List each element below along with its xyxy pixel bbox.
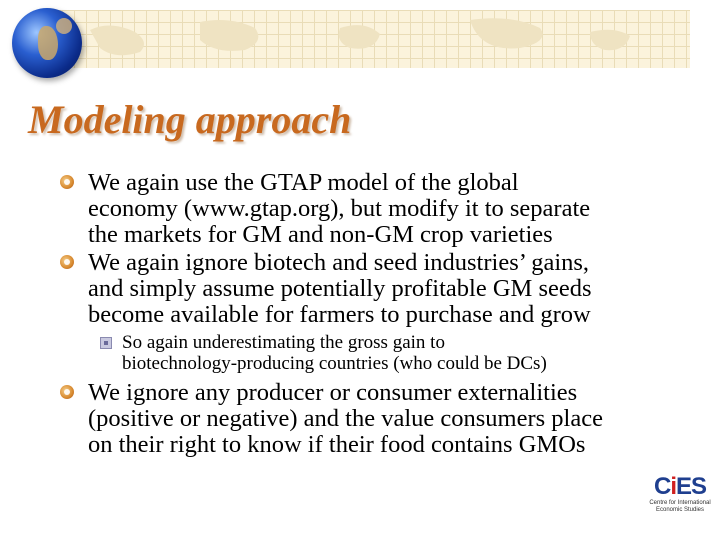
bullet-line: on their right to know if their food contains GMOs bbox=[88, 431, 586, 458]
bullet-line: We ignore any producer or consumer externalities bbox=[88, 379, 578, 406]
sub-bullet-line: biotechnology-producing countries (who could be DCs) bbox=[122, 353, 547, 374]
bullet-item bbox=[60, 250, 710, 328]
bullet-line: We again use the GTAP model of the global bbox=[88, 169, 519, 196]
orange-bullet-icon bbox=[60, 175, 74, 189]
bullet-line: and simply assume potentially profitable GM seeds bbox=[88, 275, 592, 302]
sub-bullet-item bbox=[100, 332, 710, 374]
globe-logo bbox=[12, 8, 82, 78]
bullet-line: the markets for GM and non-GM crop varieties bbox=[88, 221, 553, 248]
bullet-line: become available for farmers to purchase and grow bbox=[88, 301, 591, 328]
logo-letter: ES bbox=[676, 473, 707, 500]
bullet-line: We again ignore biotech and seed industries’ gains, bbox=[88, 249, 590, 276]
cies-logo bbox=[645, 474, 715, 536]
logo-letter: C bbox=[653, 473, 671, 500]
bullet-line: economy (www.gtap.org), but modify it to separate bbox=[88, 195, 591, 222]
slide-title: Modeling approach bbox=[28, 97, 352, 142]
logo-letter: i bbox=[670, 473, 676, 500]
world-map-graphic bbox=[50, 10, 690, 68]
orange-bullet-icon bbox=[60, 385, 74, 399]
logo-caption: Economic Studies bbox=[655, 507, 705, 513]
logo-caption: Centre for International bbox=[649, 500, 711, 506]
bullet-item bbox=[60, 380, 710, 458]
cies-logo-mark bbox=[645, 474, 715, 500]
orange-bullet-icon bbox=[60, 255, 74, 269]
header-world-map-band bbox=[50, 10, 690, 68]
bullet-item bbox=[60, 170, 710, 248]
bullet-list bbox=[60, 170, 710, 460]
bullet-line: (positive or negative) and the value consumers place bbox=[88, 405, 603, 432]
square-bullet-icon bbox=[100, 337, 112, 349]
globe-landmass bbox=[56, 18, 72, 34]
globe-landmass bbox=[38, 26, 58, 60]
sub-bullet-line: So again underestimating the gross gain to bbox=[122, 332, 445, 353]
